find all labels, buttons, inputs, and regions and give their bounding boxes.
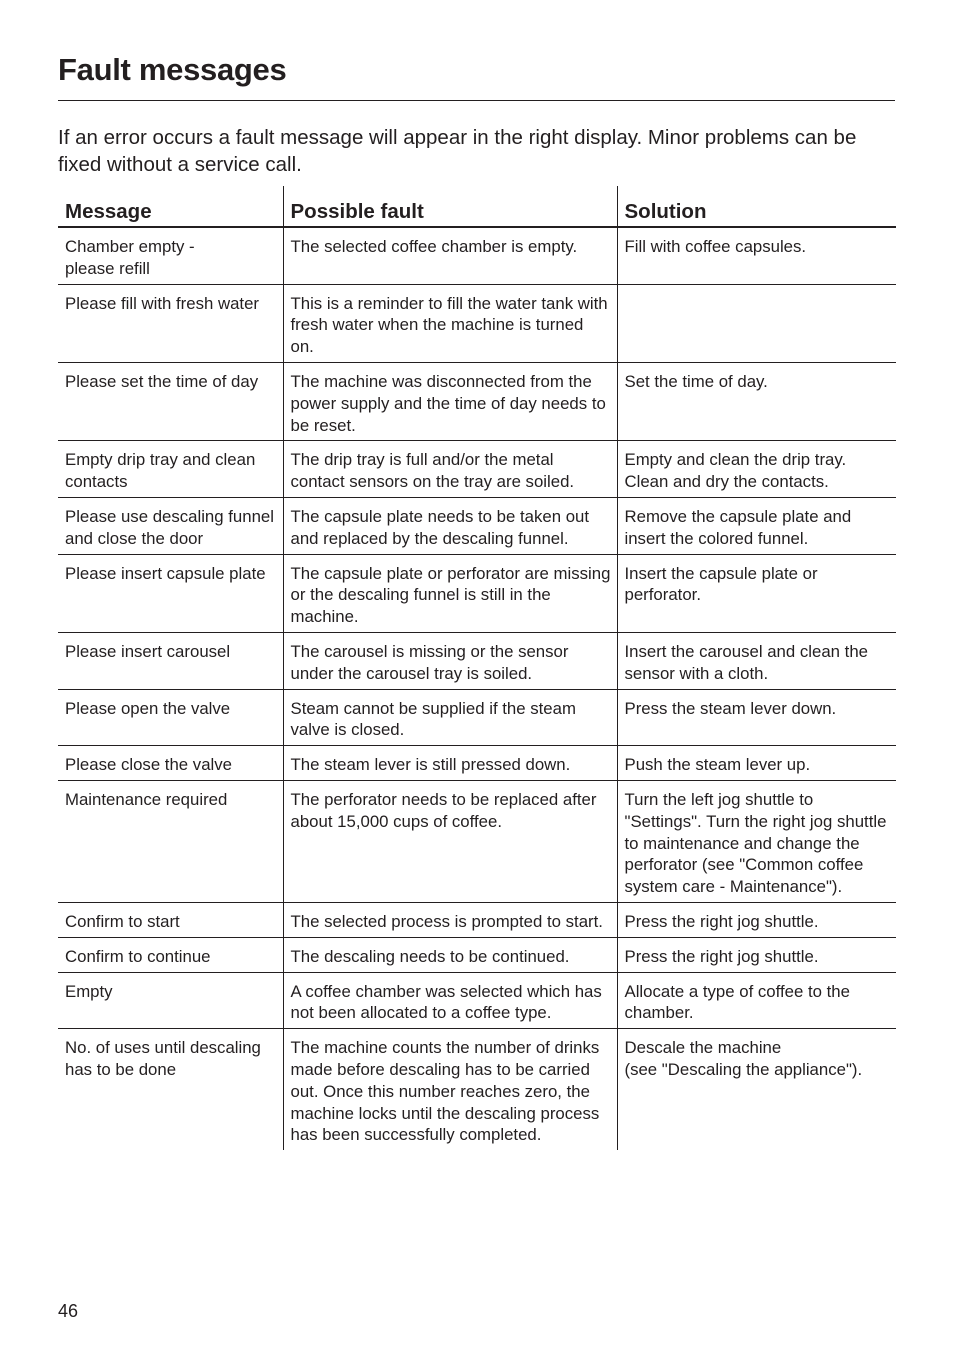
solution-cell: Insert the capsule plate or perforator. [617, 554, 896, 632]
fault-cell: The selected process is prompted to start. [283, 902, 617, 937]
message-cell: Empty [58, 972, 283, 1029]
message-cell: No. of uses until descaling has to be done [58, 1029, 283, 1150]
message-cell: Please set the time of day [58, 362, 283, 440]
table-row [58, 284, 896, 362]
message-cell: Chamber empty - please refill [65, 237, 195, 278]
solution-cell: Allocate a type of coffee to the chamber. [617, 972, 896, 1029]
table-row [58, 227, 896, 284]
fault-cell: The descaling needs to be continued. [283, 937, 617, 972]
table-row [58, 937, 896, 972]
solution-cell: Press the steam lever down. [617, 689, 896, 746]
page-number: 46 [58, 1301, 79, 1321]
fault-cell: The steam lever is still pressed down. [283, 746, 617, 781]
fault-cell: The capsule plate or perforator are missing or the descaling funnel is still in the machine. [283, 554, 617, 632]
solution-cell: Fill with coffee capsules. [617, 227, 896, 284]
message-cell: Please open the valve [58, 689, 283, 746]
fault-cell: The carousel is missing or the sensor under the carousel tray is soiled. [283, 632, 617, 689]
table-row [58, 689, 896, 746]
fault-cell: This is a reminder to fill the water tank with fresh water when the machine is turned on. [283, 284, 617, 362]
solution-cell: Push the steam lever up. [617, 746, 896, 781]
solution-cell: Turn the left jog shuttle to "Settings". Turn the right jog shuttle to maintenance and change the perforator (see "Common coffee system care - Maintenance"). [617, 780, 896, 902]
fault-cell: A coffee chamber was selected which has not been allocated to a coffee type. [283, 972, 617, 1029]
message-cell: Please use descaling funnel and close the door [58, 497, 283, 554]
fault-cell: The selected coffee chamber is empty. [283, 227, 617, 284]
message-cell: Confirm to continue [58, 937, 283, 972]
page-title: Fault messages [58, 52, 287, 87]
table-row [58, 632, 896, 689]
fault-cell: The machine counts the number of drinks made before descaling has to be carried out. Once this number reaches zero, the machine locks until the descaling process has been successfully completed. [283, 1029, 617, 1150]
title-divider [58, 100, 895, 101]
solution-cell: Set the time of day. [617, 362, 896, 440]
table-row [58, 780, 896, 902]
message-cell: Please close the valve [58, 746, 283, 781]
message-cell: Please insert carousel [58, 632, 283, 689]
solution-cell: Press the right jog shuttle. [617, 902, 896, 937]
message-cell: Confirm to start [58, 902, 283, 937]
solution-cell [617, 284, 896, 362]
message-cell: Please insert capsule plate [58, 554, 283, 632]
fault-cell: The perforator needs to be replaced after about 15,000 cups of coffee. [283, 780, 617, 902]
table-row [58, 362, 896, 440]
fault-cell: The capsule plate needs to be taken out and replaced by the descaling funnel. [283, 497, 617, 554]
header-possible-fault: Possible fault [283, 186, 617, 227]
table-row [58, 902, 896, 937]
table-row [58, 1029, 896, 1150]
solution-cell: Press the right jog shuttle. [617, 937, 896, 972]
header-solution: Solution [617, 186, 896, 227]
table-row [58, 441, 896, 498]
table-row [58, 497, 896, 554]
header-message: Message [58, 186, 283, 227]
message-cell: Empty drip tray and clean contacts [58, 441, 283, 498]
table-header-row [58, 186, 896, 227]
table-row [58, 554, 896, 632]
intro-paragraph: If an error occurs a fault message will appear in the right display. Minor problems can be fixed without a service call. [58, 126, 857, 176]
message-cell: Maintenance required [58, 780, 283, 902]
fault-cell: Steam cannot be supplied if the steam valve is closed. [283, 689, 617, 746]
solution-cell: Empty and clean the drip tray. Clean and dry the contacts. [617, 441, 896, 498]
solution-cell: Insert the carousel and clean the sensor with a cloth. [617, 632, 896, 689]
table-row [58, 972, 896, 1029]
fault-cell: The machine was disconnected from the power supply and the time of day needs to be reset. [283, 362, 617, 440]
solution-cell: Descale the machine (see "Descaling the appliance"). [617, 1029, 896, 1150]
fault-cell: The drip tray is full and/or the metal contact sensors on the tray are soiled. [283, 441, 617, 498]
message-cell: Please fill with fresh water [58, 284, 283, 362]
solution-cell: Remove the capsule plate and insert the colored funnel. [617, 497, 896, 554]
fault-messages-table [58, 186, 896, 1150]
table-row [58, 746, 896, 781]
